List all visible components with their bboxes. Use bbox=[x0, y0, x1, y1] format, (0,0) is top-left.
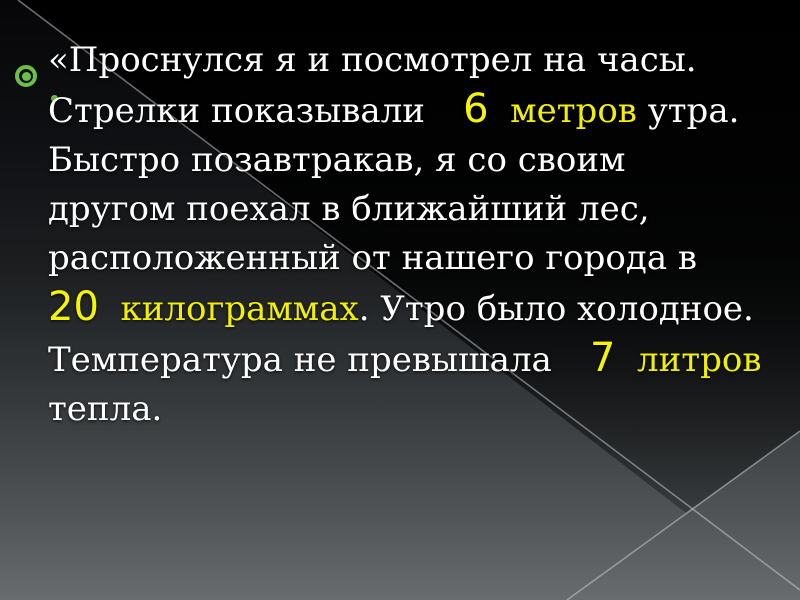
bullet-center-dot bbox=[22, 72, 31, 81]
text-segment: утра. bbox=[636, 91, 740, 131]
text-segment: тепла. bbox=[48, 389, 163, 429]
text-line bbox=[48, 85, 796, 136]
text-segment: другом поехал в ближайший лес, bbox=[48, 189, 650, 229]
text-segment: расположенный от нашего города в bbox=[48, 238, 698, 278]
highlight-word: метров bbox=[488, 91, 637, 131]
slide-text-block bbox=[48, 36, 796, 434]
target-bullet-icon bbox=[15, 65, 37, 87]
text-segment: . Утро было холодное. bbox=[358, 289, 754, 329]
highlight-number: 20 bbox=[48, 284, 99, 330]
text-line bbox=[48, 385, 796, 434]
text-line bbox=[48, 283, 796, 334]
highlight-word: килограммах bbox=[98, 289, 359, 329]
text-line bbox=[48, 136, 796, 185]
text-line bbox=[48, 234, 796, 283]
highlight-number: 7 bbox=[551, 335, 616, 381]
text-segment: «Проснулся я и посмотрел на часы. bbox=[48, 40, 697, 80]
highlight-number: 6 bbox=[424, 86, 489, 132]
text-segment: Быстро позавтракав, я со своим bbox=[48, 140, 626, 180]
text-line bbox=[48, 185, 796, 234]
highlight-word: литров bbox=[615, 340, 762, 380]
text-segment: Стрелки показывали bbox=[48, 91, 425, 131]
text-line bbox=[48, 334, 796, 385]
text-line bbox=[48, 36, 796, 85]
text-segment: Температура не превышала bbox=[48, 340, 552, 380]
